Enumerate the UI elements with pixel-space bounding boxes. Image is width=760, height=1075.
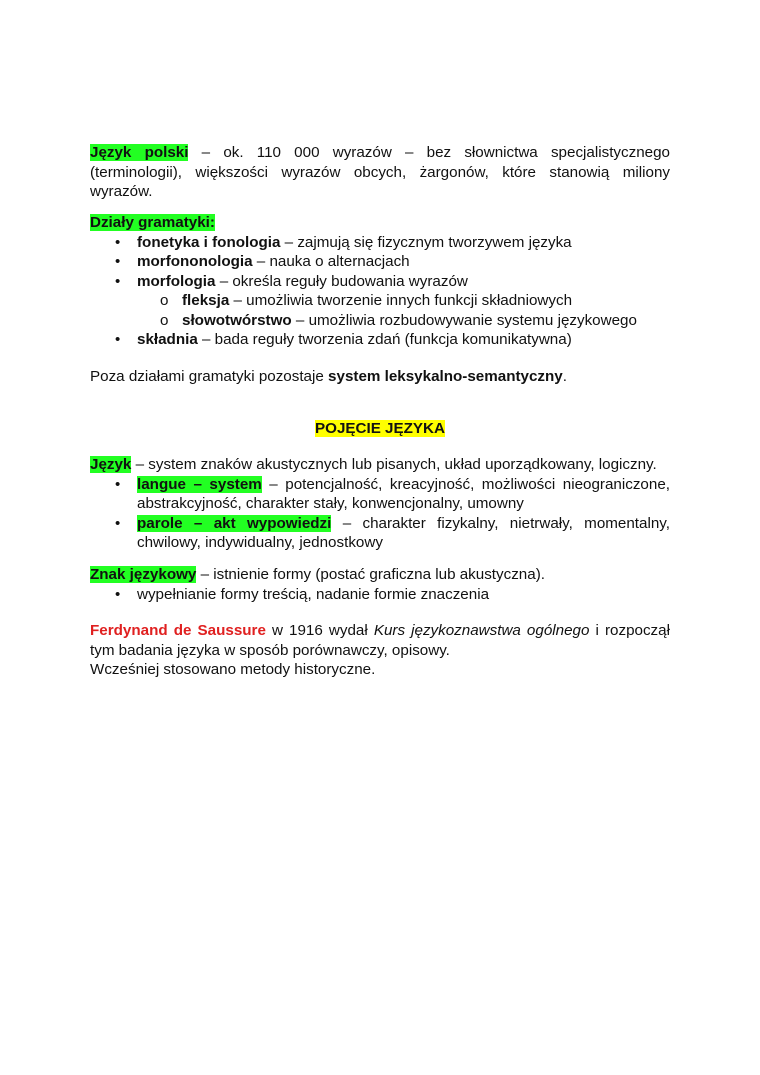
bullet-icon: • (115, 272, 121, 290)
item-text: wypełnianie formy treścią, nadanie formie znaczenia (137, 585, 490, 603)
bullet-icon: • (115, 233, 121, 251)
list-item (90, 585, 670, 605)
item-text: – potencjalność, kreacyjność, możliwości nieograniczone, abstrakcyjność, charakter stały, konwencjonalny, umowny (137, 475, 670, 512)
sign-section (90, 565, 670, 604)
item-term: langue – system (137, 475, 262, 493)
grammar-section (90, 213, 670, 350)
list-item (90, 233, 670, 253)
saussure-text-b: i rozpoczął tym badania języka w sposób porównawczy, opisowy. (90, 622, 670, 659)
language-list (90, 475, 670, 553)
outside-term: system leksykalno-semantyczny (328, 368, 563, 385)
language-text: – system znaków akustycznych lub pisanych, układ uporządkowany, logiczny. (131, 456, 657, 473)
section-title-text: POJĘCIE JĘZYKA (315, 420, 445, 437)
section-title (90, 419, 670, 439)
bullet-icon: • (115, 331, 121, 348)
historical-methods-line (90, 660, 670, 680)
list-item (90, 475, 670, 514)
circle-bullet-icon: o (160, 311, 169, 329)
sign-list (90, 585, 670, 605)
item-term: morfononologia (137, 253, 253, 270)
list-item (90, 272, 670, 292)
saussure-name: Ferdynand de Saussure (90, 622, 266, 639)
saussure-text-a: w 1916 wydał (265, 622, 374, 639)
list-item (90, 252, 670, 272)
saussure-paragraph (90, 621, 670, 660)
sub-list-item (90, 291, 670, 311)
sign-term: Znak językowy (90, 566, 197, 583)
sub-list-item (90, 311, 670, 331)
bullet-icon: • (115, 514, 121, 532)
item-text: – bada reguły tworzenia zdań (funkcja komunikatywna) (197, 331, 572, 348)
outside-grammar-paragraph (90, 367, 670, 387)
language-term: Język (90, 456, 132, 473)
intro-term: Język polski (90, 144, 189, 161)
outside-post: . (562, 368, 567, 385)
item-term: składnia (137, 331, 198, 348)
intro-text: – ok. 110 000 wyrazów – bez słownictwa specjalistycznego (terminologii), większości wyrazów obcych, żargonów, które stanowią miliony wyrazów. (90, 144, 670, 200)
list-item (90, 330, 670, 350)
item-text: – umożliwia rozbudowywanie systemu językowego (291, 311, 637, 329)
item-term: fonetyka i fonologia (137, 233, 281, 251)
list-item (90, 514, 670, 553)
item-term: fleksja (182, 292, 230, 309)
circle-bullet-icon: o (160, 292, 169, 309)
sign-text: – istnienie formy (postać graficzna lub akustyczna). (196, 566, 545, 583)
item-text: – charakter fizykalny, nietrwały, momentalny, chwilowy, indywidualny, jednostkowy (137, 514, 670, 551)
grammar-list (90, 233, 670, 350)
item-text: – zajmują się fizycznym tworzywem języka (280, 233, 572, 251)
bullet-icon: • (115, 253, 121, 270)
item-term: parole – akt wypowiedzi (137, 514, 332, 532)
intro-paragraph (90, 143, 670, 202)
item-text: – nauka o alternacjach (252, 253, 410, 270)
item-term: morfologia (137, 272, 216, 290)
item-text: – określa reguły budowania wyrazów (215, 272, 468, 290)
language-section (90, 455, 670, 553)
item-term: słowotwórstwo (182, 311, 292, 329)
bullet-icon: • (115, 585, 121, 603)
item-text: – umożliwia tworzenie innych funkcji składniowych (229, 292, 573, 309)
saussure-book: Kurs językoznawstwa ogólnego (373, 622, 590, 639)
grammar-heading: Działy gramatyki: (90, 214, 215, 231)
historical-methods-text: Wcześniej stosowano metody historyczne. (90, 661, 376, 678)
bullet-icon: • (115, 475, 121, 493)
outside-pre: Poza działami gramatyki pozostaje (90, 368, 329, 385)
